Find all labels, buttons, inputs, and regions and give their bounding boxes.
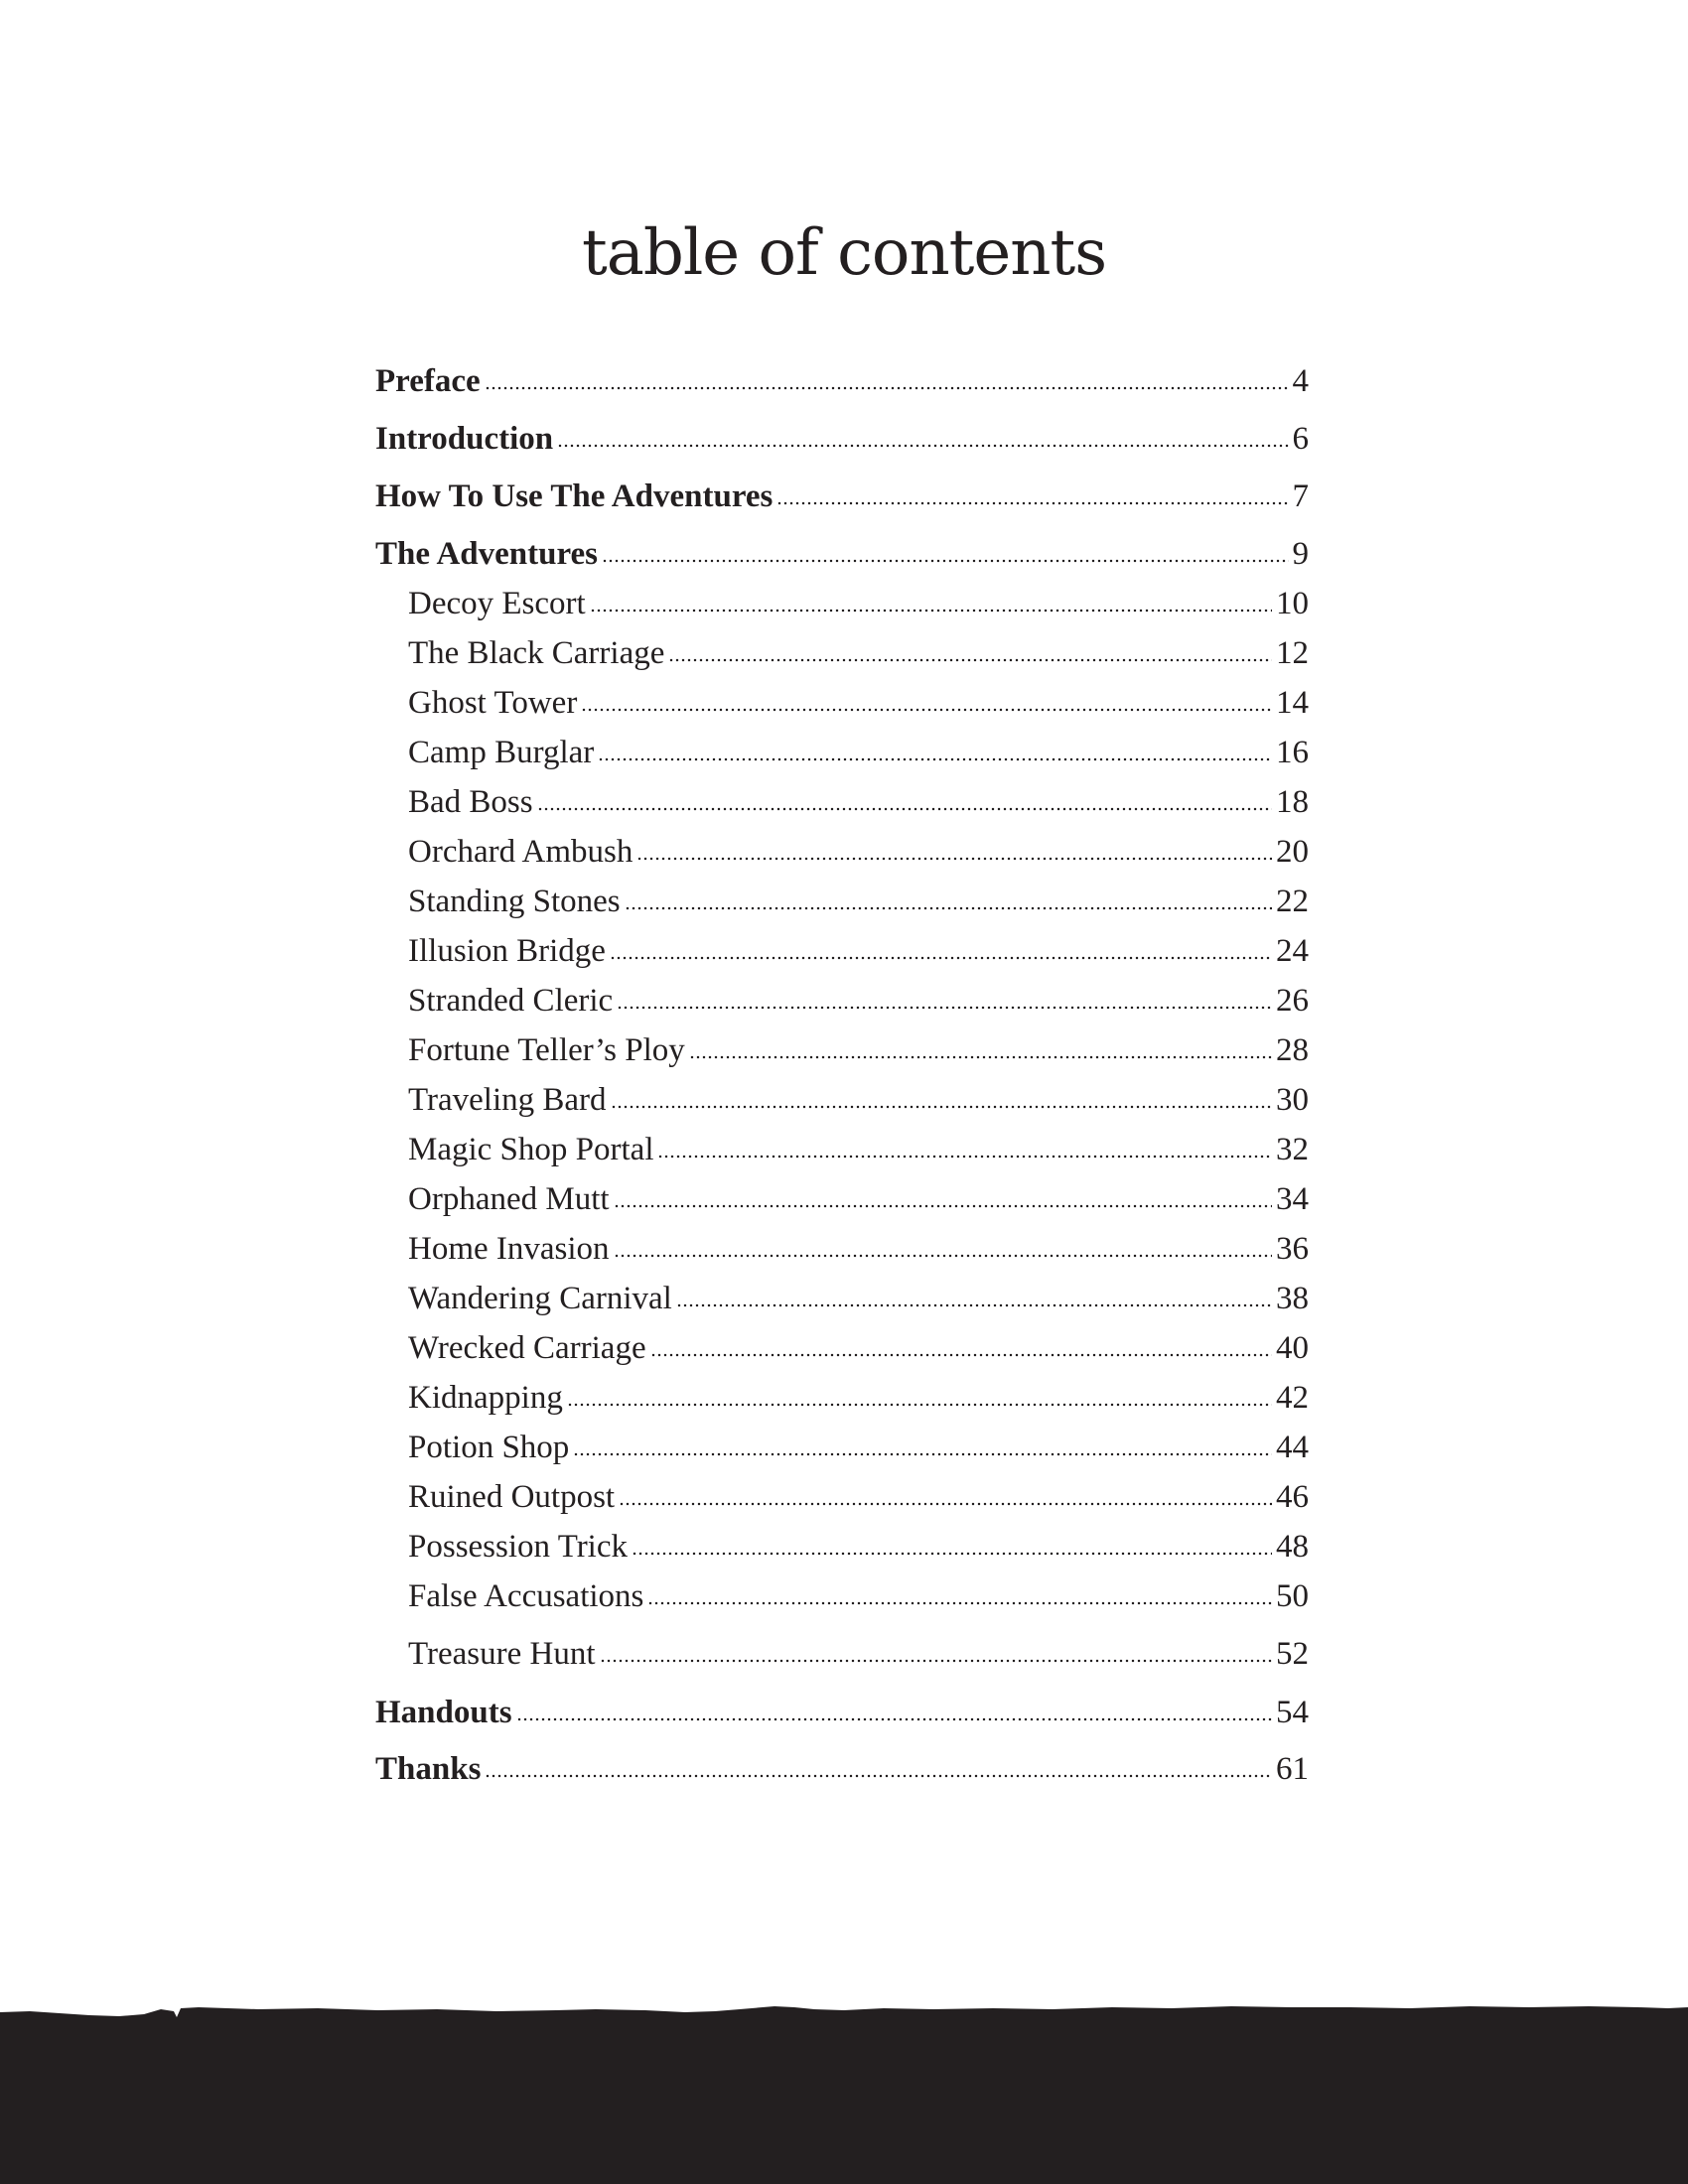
toc-entry-label: Possession Trick: [408, 1529, 628, 1565]
dot-leader: [632, 1552, 1272, 1556]
toc-entry-sub[interactable]: [408, 830, 1309, 874]
toc-entry-label: Ghost Tower: [408, 685, 578, 721]
torn-edge-band: [0, 1995, 1688, 2184]
toc-entry-main[interactable]: [375, 532, 1309, 576]
toc-entry-label: Fortune Teller’s Ploy: [408, 1032, 685, 1068]
toc-entry-label: Kidnapping: [408, 1380, 563, 1416]
dot-leader: [581, 708, 1272, 712]
toc-entry-page-number: 24: [1276, 933, 1309, 969]
toc-entry-label: Preface: [375, 363, 481, 399]
toc-entry-sub[interactable]: [408, 1128, 1309, 1171]
toc-entry-label: Home Invasion: [408, 1231, 610, 1267]
dot-leader: [602, 559, 1288, 563]
toc-entry-page-number: 6: [1292, 421, 1309, 457]
dot-leader: [636, 857, 1272, 861]
toc-entry-page-number: 28: [1276, 1032, 1309, 1068]
toc-entry-label: Wandering Carnival: [408, 1281, 672, 1316]
toc-entry-label: Handouts: [375, 1695, 512, 1730]
toc-entry-main[interactable]: [375, 417, 1309, 461]
toc-entry-label: Ruined Outpost: [408, 1479, 616, 1515]
toc-entry-main[interactable]: [375, 1747, 1309, 1791]
dot-leader: [485, 1774, 1272, 1778]
toc-entry-label: Stranded Cleric: [408, 983, 614, 1019]
toc-entry-sub[interactable]: [408, 880, 1309, 923]
toc-entry-sub[interactable]: [408, 1078, 1309, 1122]
toc-entry-sub[interactable]: [408, 1277, 1309, 1320]
toc-entry-page-number: 18: [1276, 784, 1309, 820]
toc-entry-label: The Black Carriage: [408, 635, 665, 671]
toc-entry-label: How To Use The Adventures: [375, 478, 774, 514]
toc-entry-label: Standing Stones: [408, 884, 621, 919]
toc-entry-page-number: 50: [1276, 1578, 1309, 1614]
dot-leader: [573, 1452, 1272, 1456]
toc-entry-main[interactable]: [375, 1691, 1309, 1734]
toc-entry-sub[interactable]: [408, 1632, 1309, 1676]
toc-entry-page-number: 48: [1276, 1529, 1309, 1565]
dot-leader: [598, 757, 1272, 761]
toc-entry-sub[interactable]: [408, 582, 1309, 625]
toc-entry-page-number: 46: [1276, 1479, 1309, 1515]
toc-entry-label: Introduction: [375, 421, 554, 457]
torn-edge-shape: [0, 2006, 1688, 2184]
dot-leader: [600, 1659, 1272, 1663]
toc-entry-sub[interactable]: [408, 631, 1309, 675]
toc-entry-page-number: 12: [1276, 635, 1309, 671]
toc-entry-sub[interactable]: [408, 1475, 1309, 1519]
toc-entry-label: Decoy Escort: [408, 586, 586, 621]
toc-entry-page-number: 32: [1276, 1132, 1309, 1167]
toc-entry-page-number: 34: [1276, 1181, 1309, 1217]
dot-leader: [668, 658, 1272, 662]
toc-entry-label: Potion Shop: [408, 1430, 570, 1465]
toc-entry-page-number: 10: [1276, 586, 1309, 621]
toc-entry-sub[interactable]: [408, 1426, 1309, 1469]
toc-entry-label: Illusion Bridge: [408, 933, 606, 969]
toc-entry-page-number: 14: [1276, 685, 1309, 721]
toc-entry-page-number: 22: [1276, 884, 1309, 919]
dot-leader: [590, 609, 1272, 613]
toc-entry-label: Magic Shop Portal: [408, 1132, 654, 1167]
toc-entry-page-number: 16: [1276, 735, 1309, 770]
dot-leader: [485, 386, 1289, 390]
toc-entry-page-number: 40: [1276, 1330, 1309, 1366]
dot-leader: [647, 1601, 1272, 1605]
toc-entry-page-number: 30: [1276, 1082, 1309, 1118]
toc-entry-sub[interactable]: [408, 1028, 1309, 1072]
toc-entry-sub[interactable]: [408, 1574, 1309, 1618]
dot-leader: [567, 1403, 1272, 1407]
toc-entry-page-number: 26: [1276, 983, 1309, 1019]
dot-leader: [657, 1155, 1272, 1159]
toc-entry-label: Camp Burglar: [408, 735, 595, 770]
dot-leader: [614, 1254, 1272, 1258]
toc-entry-page-number: 42: [1276, 1380, 1309, 1416]
toc-entry-page-number: 38: [1276, 1281, 1309, 1316]
toc-entry-main[interactable]: [375, 359, 1309, 403]
dot-leader: [689, 1055, 1272, 1059]
toc-entry-page-number: 7: [1292, 478, 1309, 514]
dot-leader: [650, 1353, 1272, 1357]
toc-entry-page-number: 61: [1276, 1751, 1309, 1787]
dot-leader: [537, 807, 1272, 811]
toc-entry-page-number: 52: [1276, 1636, 1309, 1672]
toc-entry-sub[interactable]: [408, 929, 1309, 973]
dot-leader: [614, 1204, 1272, 1208]
toc-entry-label: Treasure Hunt: [408, 1636, 596, 1672]
toc-entry-page-number: 36: [1276, 1231, 1309, 1267]
toc-entry-label: False Accusations: [408, 1578, 644, 1614]
dot-leader: [776, 501, 1288, 505]
toc-entry-sub[interactable]: [408, 780, 1309, 824]
toc-entry-sub[interactable]: [408, 1177, 1309, 1221]
toc-entry-sub[interactable]: [408, 1227, 1309, 1271]
dot-leader: [625, 906, 1272, 910]
toc-entry-label: Orchard Ambush: [408, 834, 633, 870]
dot-leader: [619, 1502, 1272, 1506]
toc-entry-main[interactable]: [375, 475, 1309, 518]
toc-entry-label: Thanks: [375, 1751, 482, 1787]
toc-entry-page-number: 20: [1276, 834, 1309, 870]
toc-entry-label: Orphaned Mutt: [408, 1181, 610, 1217]
toc-entry-sub[interactable]: [408, 979, 1309, 1023]
dot-leader: [610, 956, 1272, 960]
toc-entry-page-number: 54: [1276, 1695, 1309, 1730]
toc-entry-label: Bad Boss: [408, 784, 533, 820]
page-title: table of contents: [581, 216, 1107, 290]
toc-entry-sub[interactable]: [408, 731, 1309, 774]
dot-leader: [617, 1006, 1272, 1010]
toc-entry-page-number: 4: [1292, 363, 1309, 399]
dot-leader: [516, 1717, 1272, 1721]
toc-entry-sub[interactable]: [408, 681, 1309, 725]
toc-entry-sub[interactable]: [408, 1525, 1309, 1569]
toc-entry-sub[interactable]: [408, 1326, 1309, 1370]
dot-leader: [676, 1303, 1272, 1307]
toc-entry-label: Traveling Bard: [408, 1082, 607, 1118]
dot-leader: [557, 444, 1288, 448]
toc-entry-page-number: 9: [1292, 536, 1309, 572]
toc-entry-label: Wrecked Carriage: [408, 1330, 646, 1366]
toc-entry-sub[interactable]: [408, 1376, 1309, 1420]
toc-entry-page-number: 44: [1276, 1430, 1309, 1465]
toc-entry-label: The Adventures: [375, 536, 599, 572]
dot-leader: [611, 1105, 1272, 1109]
